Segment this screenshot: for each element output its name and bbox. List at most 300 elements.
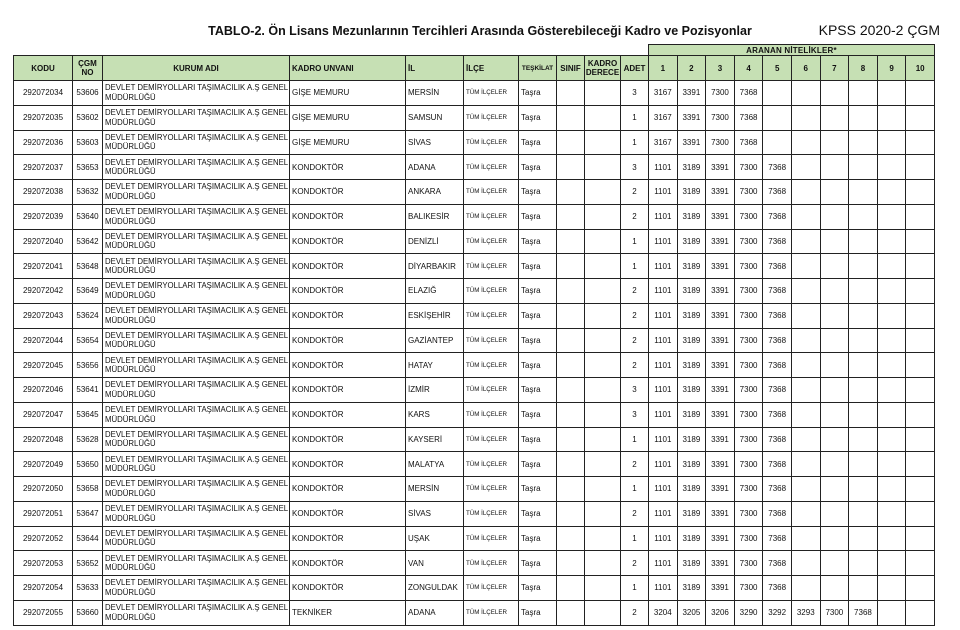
cell-kadro: GİŞE MEMURU [290, 105, 406, 130]
col-q1: 1 [649, 56, 678, 81]
cell-q5: 3292 [763, 600, 792, 625]
cell-q1: 1101 [649, 551, 678, 576]
cell-il: SİVAS [406, 130, 464, 155]
cell-il: MERSİN [406, 81, 464, 106]
cell-q3: 7300 [706, 130, 735, 155]
cell-il: DENİZLİ [406, 229, 464, 254]
cell-ilce: TÜM İLÇELER [464, 427, 519, 452]
cell-cgm: 53658 [73, 477, 103, 502]
cell-ilce: TÜM İLÇELER [464, 254, 519, 279]
cell-q7 [820, 155, 849, 180]
cell-ilce: TÜM İLÇELER [464, 279, 519, 304]
cell-q6 [791, 427, 820, 452]
cell-q5: 7368 [763, 254, 792, 279]
cell-cgm: 53624 [73, 303, 103, 328]
cell-derece [585, 452, 621, 477]
cell-adet: 1 [621, 526, 649, 551]
cell-teskilat: Taşra [519, 155, 557, 180]
col-q3: 3 [706, 56, 735, 81]
cell-q1: 1101 [649, 452, 678, 477]
cell-q6 [791, 551, 820, 576]
cell-q2: 3189 [677, 576, 706, 601]
cell-q2: 3189 [677, 378, 706, 403]
cell-kadro: KONDOKTÖR [290, 427, 406, 452]
cell-q2: 3189 [677, 353, 706, 378]
cell-adet: 2 [621, 551, 649, 576]
cell-q3: 3391 [706, 378, 735, 403]
cell-q2: 3189 [677, 551, 706, 576]
cell-q4: 3290 [734, 600, 763, 625]
cell-q2: 3189 [677, 526, 706, 551]
cell-q6 [791, 378, 820, 403]
cell-teskilat: Taşra [519, 130, 557, 155]
cell-q10 [906, 180, 935, 205]
cell-q1: 1101 [649, 155, 678, 180]
cell-q8 [849, 204, 878, 229]
cell-ilce: TÜM İLÇELER [464, 229, 519, 254]
cell-il: BALIKESİR [406, 204, 464, 229]
cell-kurum: DEVLET DEMİRYOLLARI TAŞIMACILIK A.Ş GENEL MÜDÜRLÜĞÜ [103, 204, 290, 229]
col-sinif: SINIF [557, 56, 585, 81]
cell-kadro: KONDOKTÖR [290, 576, 406, 601]
cell-q9 [877, 279, 906, 304]
cell-derece [585, 328, 621, 353]
cell-derece [585, 353, 621, 378]
cell-cgm: 53632 [73, 180, 103, 205]
cell-derece [585, 105, 621, 130]
table-row [14, 501, 935, 526]
page-title: TABLO-2. Ön Lisans Mezunlarının Tercihleri Arasında Gösterebileceği Kadro ve Pozisyonlar [208, 24, 752, 38]
cell-q8 [849, 501, 878, 526]
cell-il: DİYARBAKIR [406, 254, 464, 279]
cell-cgm: 53654 [73, 328, 103, 353]
cell-q10 [906, 204, 935, 229]
cell-kadro: KONDOKTÖR [290, 477, 406, 502]
cell-teskilat: Taşra [519, 402, 557, 427]
cell-kurum: DEVLET DEMİRYOLLARI TAŞIMACILIK A.Ş GENEL MÜDÜRLÜĞÜ [103, 328, 290, 353]
cell-q7 [820, 551, 849, 576]
cell-il: MERSİN [406, 477, 464, 502]
cell-sinif [557, 427, 585, 452]
cell-kadro: KONDOKTÖR [290, 155, 406, 180]
cell-q4: 7300 [734, 452, 763, 477]
cell-kodu: 292072047 [14, 402, 73, 427]
cell-kodu: 292072036 [14, 130, 73, 155]
cell-q6 [791, 204, 820, 229]
cell-teskilat: Taşra [519, 229, 557, 254]
cell-q5: 7368 [763, 501, 792, 526]
cell-q1: 3167 [649, 130, 678, 155]
cell-q6 [791, 353, 820, 378]
cell-q6 [791, 254, 820, 279]
cell-q9 [877, 105, 906, 130]
cell-kurum: DEVLET DEMİRYOLLARI TAŞIMACILIK A.Ş GENEL MÜDÜRLÜĞÜ [103, 378, 290, 403]
cell-cgm: 53645 [73, 402, 103, 427]
col-teskilat: TEŞKİLAT [519, 56, 557, 81]
cell-q6 [791, 477, 820, 502]
cell-q3: 3391 [706, 328, 735, 353]
cell-kodu: 292072049 [14, 452, 73, 477]
cell-teskilat: Taşra [519, 551, 557, 576]
positions-table [13, 44, 935, 626]
cell-q1: 3167 [649, 81, 678, 106]
table-row [14, 576, 935, 601]
cell-q10 [906, 303, 935, 328]
cell-q8 [849, 378, 878, 403]
cell-q4: 7300 [734, 576, 763, 601]
cell-q10 [906, 551, 935, 576]
cell-q5 [763, 105, 792, 130]
cell-q7 [820, 452, 849, 477]
cell-q7 [820, 303, 849, 328]
cell-q4: 7300 [734, 328, 763, 353]
table-row [14, 328, 935, 353]
cell-q2: 3391 [677, 105, 706, 130]
cell-il: ZONGULDAK [406, 576, 464, 601]
cell-q1: 1101 [649, 328, 678, 353]
cell-cgm: 53653 [73, 155, 103, 180]
cell-q2: 3189 [677, 254, 706, 279]
cell-q8 [849, 328, 878, 353]
cell-q5: 7368 [763, 204, 792, 229]
cell-il: İZMİR [406, 378, 464, 403]
cell-q7 [820, 402, 849, 427]
table-row [14, 303, 935, 328]
cell-kodu: 292072039 [14, 204, 73, 229]
cell-adet: 1 [621, 254, 649, 279]
cell-q6 [791, 229, 820, 254]
cell-q10 [906, 402, 935, 427]
cell-cgm: 53648 [73, 254, 103, 279]
cell-q8 [849, 105, 878, 130]
cell-cgm: 53649 [73, 279, 103, 304]
cell-ilce: TÜM İLÇELER [464, 204, 519, 229]
cell-q8 [849, 180, 878, 205]
cell-q3: 3391 [706, 427, 735, 452]
cell-derece [585, 279, 621, 304]
cell-q6 [791, 81, 820, 106]
cell-kurum: DEVLET DEMİRYOLLARI TAŞIMACILIK A.Ş GENEL MÜDÜRLÜĞÜ [103, 254, 290, 279]
col-kurum: KURUM ADI [103, 56, 290, 81]
cell-il: ADANA [406, 155, 464, 180]
cell-q8 [849, 254, 878, 279]
col-q6: 6 [791, 56, 820, 81]
cell-q1: 1101 [649, 378, 678, 403]
cell-kodu: 292072054 [14, 576, 73, 601]
cell-adet: 2 [621, 600, 649, 625]
col-q10: 10 [906, 56, 935, 81]
cell-kadro: KONDOKTÖR [290, 204, 406, 229]
cell-ilce: TÜM İLÇELER [464, 303, 519, 328]
header-spacer [14, 45, 649, 56]
cell-derece [585, 526, 621, 551]
cell-kodu: 292072034 [14, 81, 73, 106]
cell-q6 [791, 279, 820, 304]
cell-q10 [906, 254, 935, 279]
cell-adet: 3 [621, 155, 649, 180]
cell-q7 [820, 279, 849, 304]
cell-q3: 3391 [706, 551, 735, 576]
cell-q9 [877, 204, 906, 229]
cell-derece [585, 477, 621, 502]
cell-kadro: KONDOKTÖR [290, 526, 406, 551]
cell-teskilat: Taşra [519, 180, 557, 205]
cell-q10 [906, 155, 935, 180]
cell-q8 [849, 427, 878, 452]
col-il: İL [406, 56, 464, 81]
cell-sinif [557, 378, 585, 403]
col-q4: 4 [734, 56, 763, 81]
cell-il: GAZİANTEP [406, 328, 464, 353]
cell-cgm: 53642 [73, 229, 103, 254]
cell-kurum: DEVLET DEMİRYOLLARI TAŞIMACILIK A.Ş GENEL MÜDÜRLÜĞÜ [103, 452, 290, 477]
table-row [14, 279, 935, 304]
cell-derece [585, 551, 621, 576]
cell-sinif [557, 501, 585, 526]
cell-cgm: 53647 [73, 501, 103, 526]
cell-ilce: TÜM İLÇELER [464, 378, 519, 403]
cell-kadro: KONDOKTÖR [290, 279, 406, 304]
cell-q1: 1101 [649, 204, 678, 229]
cell-q2: 3205 [677, 600, 706, 625]
cell-il: HATAY [406, 353, 464, 378]
cell-derece [585, 427, 621, 452]
cell-q2: 3189 [677, 204, 706, 229]
cell-q5 [763, 130, 792, 155]
cell-teskilat: Taşra [519, 427, 557, 452]
col-cgm-line1: ÇGM [78, 59, 97, 68]
cell-q4: 7300 [734, 526, 763, 551]
table-row [14, 477, 935, 502]
cell-ilce: TÜM İLÇELER [464, 526, 519, 551]
cell-q1: 1101 [649, 180, 678, 205]
cell-q3: 3391 [706, 402, 735, 427]
cell-derece [585, 501, 621, 526]
cell-q10 [906, 576, 935, 601]
col-q9: 9 [877, 56, 906, 81]
cell-q1: 1101 [649, 477, 678, 502]
cell-teskilat: Taşra [519, 81, 557, 106]
cell-q4: 7300 [734, 229, 763, 254]
cell-q4: 7300 [734, 402, 763, 427]
cell-q8 [849, 576, 878, 601]
cell-ilce: TÜM İLÇELER [464, 328, 519, 353]
cell-ilce: TÜM İLÇELER [464, 477, 519, 502]
cell-q5: 7368 [763, 279, 792, 304]
cell-adet: 3 [621, 81, 649, 106]
cell-q1: 1101 [649, 427, 678, 452]
cell-cgm: 53656 [73, 353, 103, 378]
cell-q2: 3189 [677, 402, 706, 427]
qualifications-header: ARANAN NİTELİKLER* [649, 45, 935, 56]
cell-q2: 3189 [677, 328, 706, 353]
cell-kurum: DEVLET DEMİRYOLLARI TAŞIMACILIK A.Ş GENEL MÜDÜRLÜĞÜ [103, 427, 290, 452]
cell-q5: 7368 [763, 353, 792, 378]
cell-q8: 7368 [849, 600, 878, 625]
cell-q9 [877, 180, 906, 205]
cell-q7 [820, 105, 849, 130]
cell-q7 [820, 328, 849, 353]
cell-q3: 3391 [706, 155, 735, 180]
cell-kadro: KONDOKTÖR [290, 229, 406, 254]
cell-q9 [877, 526, 906, 551]
cell-kadro: GİŞE MEMURU [290, 81, 406, 106]
cell-q7 [820, 180, 849, 205]
cell-ilce: TÜM İLÇELER [464, 452, 519, 477]
cell-ilce: TÜM İLÇELER [464, 576, 519, 601]
cell-q3: 3391 [706, 180, 735, 205]
exam-badge: KPSS 2020-2 ÇGM [818, 22, 940, 38]
cell-teskilat: Taşra [519, 353, 557, 378]
cell-kadro: KONDOKTÖR [290, 328, 406, 353]
cell-kurum: DEVLET DEMİRYOLLARI TAŞIMACILIK A.Ş GENEL MÜDÜRLÜĞÜ [103, 477, 290, 502]
cell-q8 [849, 81, 878, 106]
cell-q7 [820, 130, 849, 155]
cell-sinif [557, 303, 585, 328]
cell-q6 [791, 576, 820, 601]
cell-q9 [877, 155, 906, 180]
cell-derece [585, 402, 621, 427]
cell-sinif [557, 155, 585, 180]
cell-adet: 2 [621, 303, 649, 328]
cell-q2: 3189 [677, 477, 706, 502]
cell-ilce: TÜM İLÇELER [464, 81, 519, 106]
cell-q5: 7368 [763, 477, 792, 502]
cell-kodu: 292072035 [14, 105, 73, 130]
cell-derece [585, 229, 621, 254]
cell-q3: 3391 [706, 254, 735, 279]
col-ilce: İLÇE [464, 56, 519, 81]
cell-il: MALATYA [406, 452, 464, 477]
cell-kadro: TEKNİKER [290, 600, 406, 625]
cell-q8 [849, 279, 878, 304]
cell-q10 [906, 526, 935, 551]
cell-q3: 3391 [706, 501, 735, 526]
col-cgm [73, 56, 103, 81]
col-q7: 7 [820, 56, 849, 81]
cell-sinif [557, 600, 585, 625]
cell-kurum: DEVLET DEMİRYOLLARI TAŞIMACILIK A.Ş GENEL MÜDÜRLÜĞÜ [103, 402, 290, 427]
cell-derece [585, 303, 621, 328]
cell-q5: 7368 [763, 229, 792, 254]
cell-cgm: 53650 [73, 452, 103, 477]
cell-q4: 7300 [734, 427, 763, 452]
cell-q10 [906, 452, 935, 477]
cell-kurum: DEVLET DEMİRYOLLARI TAŞIMACILIK A.Ş GENEL MÜDÜRLÜĞÜ [103, 279, 290, 304]
cell-q2: 3189 [677, 279, 706, 304]
cell-kodu: 292072042 [14, 279, 73, 304]
table-row [14, 452, 935, 477]
cell-cgm: 53641 [73, 378, 103, 403]
cell-teskilat: Taşra [519, 526, 557, 551]
cell-q10 [906, 600, 935, 625]
cell-derece [585, 81, 621, 106]
cell-kurum: DEVLET DEMİRYOLLARI TAŞIMACILIK A.Ş GENEL MÜDÜRLÜĞÜ [103, 229, 290, 254]
cell-ilce: TÜM İLÇELER [464, 130, 519, 155]
cell-teskilat: Taşra [519, 204, 557, 229]
cell-q4: 7300 [734, 279, 763, 304]
cell-q1: 1101 [649, 353, 678, 378]
cell-q10 [906, 427, 935, 452]
table-row [14, 378, 935, 403]
cell-q10 [906, 353, 935, 378]
cell-q1: 1101 [649, 279, 678, 304]
cell-derece [585, 600, 621, 625]
cell-teskilat: Taşra [519, 576, 557, 601]
cell-q1: 1101 [649, 254, 678, 279]
table-row [14, 551, 935, 576]
cell-cgm: 53660 [73, 600, 103, 625]
cell-il: KAYSERİ [406, 427, 464, 452]
cell-q8 [849, 155, 878, 180]
cell-q6 [791, 452, 820, 477]
cell-q6 [791, 526, 820, 551]
cell-kadro: KONDOKTÖR [290, 353, 406, 378]
cell-q7 [820, 477, 849, 502]
table-row [14, 180, 935, 205]
cell-q10 [906, 130, 935, 155]
table-row [14, 105, 935, 130]
cell-ilce: TÜM İLÇELER [464, 600, 519, 625]
cell-q5: 7368 [763, 180, 792, 205]
cell-q2: 3391 [677, 81, 706, 106]
table-row [14, 526, 935, 551]
cell-kodu: 292072046 [14, 378, 73, 403]
cell-q3: 3391 [706, 353, 735, 378]
cell-cgm: 53606 [73, 81, 103, 106]
cell-q9 [877, 551, 906, 576]
cell-kadro: KONDOKTÖR [290, 180, 406, 205]
cell-q9 [877, 477, 906, 502]
cell-teskilat: Taşra [519, 477, 557, 502]
cell-derece [585, 254, 621, 279]
cell-q7 [820, 526, 849, 551]
cell-kodu: 292072038 [14, 180, 73, 205]
cell-q9 [877, 328, 906, 353]
cell-cgm: 53628 [73, 427, 103, 452]
cell-q6 [791, 402, 820, 427]
cell-cgm: 53633 [73, 576, 103, 601]
cell-q6 [791, 180, 820, 205]
cell-q3: 3391 [706, 477, 735, 502]
cell-q3: 3391 [706, 576, 735, 601]
cell-q5: 7368 [763, 155, 792, 180]
cell-kadro: KONDOKTÖR [290, 254, 406, 279]
cell-il: VAN [406, 551, 464, 576]
cell-q4: 7300 [734, 303, 763, 328]
cell-q1: 1101 [649, 229, 678, 254]
cell-q7 [820, 501, 849, 526]
cell-q3: 3391 [706, 204, 735, 229]
cell-cgm: 53602 [73, 105, 103, 130]
cell-q1: 1101 [649, 576, 678, 601]
cell-cgm: 53644 [73, 526, 103, 551]
cell-teskilat: Taşra [519, 105, 557, 130]
cell-q2: 3189 [677, 155, 706, 180]
cell-q7 [820, 204, 849, 229]
cell-q3: 3391 [706, 526, 735, 551]
cell-q7 [820, 229, 849, 254]
cell-q4: 7300 [734, 551, 763, 576]
table-row [14, 254, 935, 279]
cell-kadro: KONDOKTÖR [290, 378, 406, 403]
cell-q9 [877, 452, 906, 477]
cell-derece [585, 155, 621, 180]
column-header-row [14, 56, 935, 81]
cell-q7: 7300 [820, 600, 849, 625]
cell-q10 [906, 477, 935, 502]
cell-q2: 3189 [677, 452, 706, 477]
